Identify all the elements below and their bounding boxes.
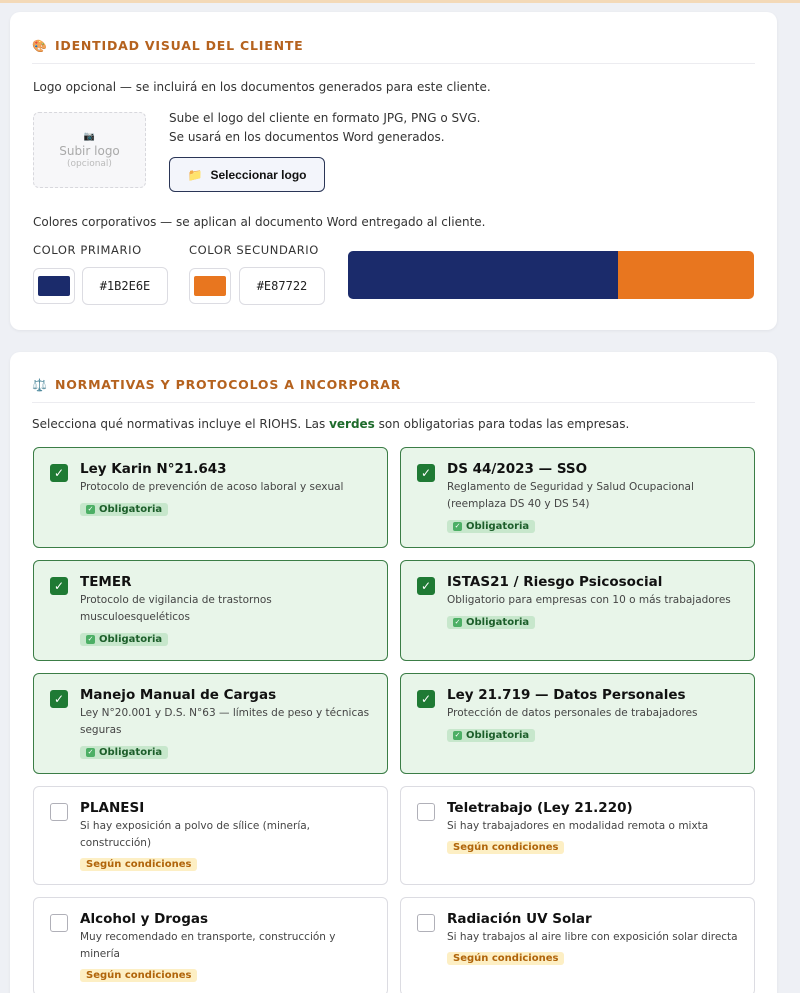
norm-title: Ley 21.719 — Datos Personales [447,687,686,703]
norm-description: Muy recomendado en transporte, construcción y minería [80,931,336,960]
norm-body [447,573,744,629]
folder-icon: 📁 [187,167,203,182]
intro-text: son obligatorias para todas las empresas. [374,417,630,431]
scales-icon: ⚖️ [32,377,47,392]
logo-dropzone[interactable] [33,112,146,188]
mandatory-badge [447,520,535,533]
norm-body [80,799,377,871]
badge-label: Según condiciones [86,859,192,870]
norm-title: TEMER [80,574,132,590]
norms-intro [32,417,629,431]
checkbox-checked-icon[interactable]: ✓ [50,690,68,708]
check-icon: ✓ [87,635,94,643]
norm-title: ISTAS21 / Riesgo Psicosocial [447,574,663,590]
preview-primary [348,251,618,299]
top-strip [0,0,800,3]
norm-body [80,460,377,516]
secondary-color-picker[interactable] [189,268,231,304]
primary-color-label: COLOR PRIMARIO [33,243,142,257]
logo-help-line: Sube el logo del cliente en formato JPG, PNG o SVG. [169,111,481,125]
colors-note: Colores corporativos — se aplican al documento Word entregado al cliente. [33,215,486,229]
norm-body [447,686,744,742]
secondary-color-label: COLOR SECUNDARIO [189,243,319,257]
checkbox-checked-icon[interactable]: ✓ [50,464,68,482]
primary-hex-input[interactable] [82,267,168,305]
norm-option[interactable] [33,673,388,774]
norm-description: Obligatorio para empresas con 10 o más trabajadores [447,594,731,606]
visual-identity-card [10,12,777,330]
logo-help [169,109,480,147]
norm-description: Si hay exposición a polvo de sílice (minería, construcción) [80,820,311,849]
norm-description: Si hay trabajos al aire libre con exposición solar directa [447,931,738,943]
norm-body [80,573,377,646]
norm-title: DS 44/2023 — SSO [447,461,588,477]
badge-label: Obligatoria [466,617,530,628]
badge-label: Según condiciones [86,970,192,981]
norm-title: Manejo Manual de Cargas [80,687,277,703]
norm-description: Protección de datos personales de trabajadores [447,707,698,719]
logo-note: Logo opcional — se incluirá en los documentos generados para este cliente. [33,80,491,94]
badge-label: Obligatoria [466,521,530,532]
mandatory-badge [80,746,168,759]
check-icon: ✓ [87,505,94,513]
checkbox-checked-icon[interactable]: ✓ [417,690,435,708]
logo-help-line: Se usará en los documentos Word generados. [169,130,445,144]
conditional-badge [80,969,197,982]
norm-body [447,910,744,965]
mandatory-badge [447,729,535,742]
norm-option[interactable] [400,897,755,993]
secondary-hex-input[interactable] [239,267,325,305]
checkbox-checked-icon[interactable]: ✓ [50,577,68,595]
select-logo-label: Seleccionar logo [210,167,307,182]
norm-option[interactable] [400,786,755,885]
checkbox-checked-icon[interactable]: ✓ [417,464,435,482]
conditional-badge [80,858,197,871]
check-icon: ✓ [454,618,461,626]
preview-secondary [618,251,754,299]
secondary-swatch [194,276,226,296]
mandatory-badge [447,616,535,629]
mandatory-badge [80,503,168,516]
palette-icon: 🎨 [32,38,47,53]
norm-body [80,686,377,759]
select-logo-button[interactable] [169,157,325,192]
check-icon: ✓ [454,522,461,530]
norm-option[interactable] [33,786,388,885]
intro-text: Selecciona qué normativas incluye el RIOHS. Las [32,417,330,431]
norms-card [10,352,777,993]
badge-label: Obligatoria [99,747,163,758]
upload-sub: (opcional) [67,158,112,169]
badge-label: Según condiciones [453,842,559,853]
norm-title: Ley Karin N°21.643 [80,461,227,477]
section-title: NORMATIVAS Y PROTOCOLOS A INCORPORAR [54,377,402,392]
norm-option[interactable] [400,447,755,548]
check-icon: ✓ [454,731,461,739]
norm-description: Ley N°20.001 y D.S. N°63 — límites de peso y técnicas seguras [80,707,370,736]
checkbox-empty-icon[interactable] [417,803,435,821]
norm-option[interactable] [400,673,755,774]
norm-option[interactable] [33,447,388,548]
badge-label: Obligatoria [99,634,163,645]
badge-label: Según condiciones [453,953,559,964]
mandatory-badge [80,633,168,646]
norm-description: Si hay trabajadores en modalidad remota o mixta [447,820,709,832]
norm-title: Radiación UV Solar [447,911,592,927]
checkbox-empty-icon[interactable] [50,803,68,821]
check-icon: ✓ [87,748,94,756]
primary-swatch [38,276,70,296]
norm-title: PLANESI [80,800,145,816]
section-title: IDENTIDAD VISUAL DEL CLIENTE [54,38,304,53]
norm-title: Alcohol y Drogas [80,911,209,927]
norms-header [32,377,755,403]
norm-body [80,910,377,982]
checkbox-checked-icon[interactable]: ✓ [417,577,435,595]
badge-label: Obligatoria [466,730,530,741]
upload-label: Subir logo [59,143,120,158]
norm-title: Teletrabajo (Ley 21.220) [447,800,633,816]
norm-body [447,460,744,533]
checkbox-empty-icon[interactable] [417,914,435,932]
color-preview-bar [348,251,754,299]
norm-option[interactable] [33,560,388,661]
norm-description: Reglamento de Seguridad y Salud Ocupacional (reemplaza DS 40 y DS 54) [447,481,694,510]
conditional-badge [447,841,564,854]
norm-description: Protocolo de vigilancia de trastornos musculoesqueléticos [80,594,272,623]
norm-body [447,799,744,854]
intro-bold: verdes [329,417,375,431]
norm-option[interactable] [33,897,388,993]
norm-option[interactable] [400,560,755,661]
visual-identity-header [32,38,755,64]
norm-description: Protocolo de prevención de acoso laboral y sexual [80,481,344,493]
checkbox-empty-icon[interactable] [50,914,68,932]
primary-color-picker[interactable] [33,268,75,304]
badge-label: Obligatoria [99,504,163,515]
camera-icon: 📷 [83,131,96,142]
conditional-badge [447,952,564,965]
